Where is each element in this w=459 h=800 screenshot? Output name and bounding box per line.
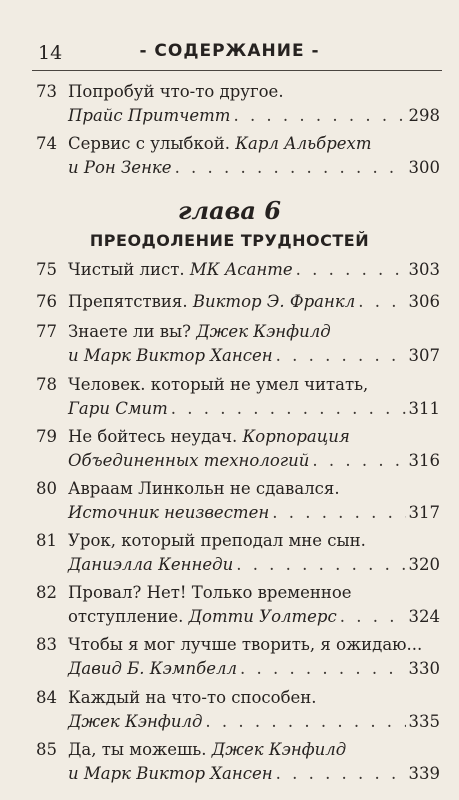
entry-author: Даниэлла Кеннеди bbox=[68, 555, 234, 574]
entry-title: Знаете ли вы? bbox=[68, 322, 192, 341]
dot-leader bbox=[276, 344, 406, 368]
entry-title: Авраам Линкольн не сдавался. bbox=[68, 479, 340, 498]
entry-title-line bbox=[68, 529, 440, 553]
entry-number: 74 bbox=[36, 134, 57, 153]
entry-page: 306 bbox=[408, 292, 440, 311]
entry-number: 82 bbox=[36, 583, 57, 602]
entry-title-line bbox=[68, 132, 440, 156]
entry-author-line bbox=[68, 344, 440, 368]
entry-author-line bbox=[68, 553, 440, 577]
entry-page: 320 bbox=[408, 555, 440, 574]
dot-leader bbox=[240, 657, 406, 681]
dot-leader bbox=[296, 258, 406, 282]
entry-author: Прайс Притчетт bbox=[68, 106, 231, 125]
entry-number: 84 bbox=[36, 688, 57, 707]
entry-author: Виктор Э. Франкл bbox=[192, 292, 356, 311]
entry-title: Не бойтесь неудач. bbox=[68, 427, 238, 446]
entry-title: Каждый на что-то способен. bbox=[68, 688, 317, 707]
entry-author-line bbox=[68, 605, 440, 629]
entry-title: Попробуй что-то другое. bbox=[68, 82, 284, 101]
entry-title-line bbox=[68, 686, 440, 710]
entry-number: 78 bbox=[36, 375, 57, 394]
entry-title: Урок, который преподал мне сын. bbox=[68, 531, 366, 550]
entry-title: Провал? Нет! Только временное bbox=[68, 583, 352, 602]
entry-author: МК Асанте bbox=[189, 260, 293, 279]
entry-page: 330 bbox=[408, 659, 440, 678]
entry-title-line bbox=[68, 477, 440, 501]
entry-author-line bbox=[68, 397, 440, 421]
entry-author-line bbox=[68, 762, 440, 786]
dot-leader bbox=[233, 104, 405, 128]
dot-leader bbox=[272, 501, 405, 525]
entry-title-line bbox=[68, 373, 440, 397]
dot-leader bbox=[340, 605, 406, 629]
entry-author-line bbox=[68, 657, 440, 681]
entry-author: и Рон Зенке bbox=[68, 158, 172, 177]
dot-leader bbox=[205, 710, 405, 734]
entry-page: 307 bbox=[408, 346, 440, 365]
entry-author: Источник неизвестен bbox=[68, 503, 270, 522]
dot-leader bbox=[312, 449, 405, 473]
entry-number: 80 bbox=[36, 479, 57, 498]
entry-page: 303 bbox=[408, 260, 440, 279]
entry-title: Чтобы я мог лучше творить, я ожидаю... bbox=[68, 635, 423, 654]
entry-number: 79 bbox=[36, 427, 57, 446]
entry-page: 324 bbox=[408, 607, 440, 626]
entry-author: Объединенных технологий bbox=[68, 451, 310, 470]
entry-author: и Марк Виктор Хансен bbox=[68, 764, 273, 783]
dot-leader bbox=[236, 553, 405, 577]
dot-leader bbox=[171, 397, 406, 421]
entry-author-line bbox=[68, 449, 440, 473]
entry-author: Джек Кэнфилд bbox=[68, 712, 203, 731]
entry-title-line bbox=[68, 581, 440, 605]
entry-author-line bbox=[68, 710, 440, 734]
entry-title-continued: отступление. bbox=[68, 607, 184, 626]
dot-leader bbox=[175, 156, 406, 180]
entry-title-line bbox=[68, 258, 440, 282]
entry-page: 300 bbox=[408, 158, 440, 177]
entry-number: 73 bbox=[36, 82, 57, 101]
entry-author: Гари Смит bbox=[68, 399, 168, 418]
page-header bbox=[0, 38, 459, 68]
entry-page: 316 bbox=[408, 451, 440, 470]
dot-leader bbox=[358, 290, 405, 314]
entry-number: 81 bbox=[36, 531, 57, 550]
entry-author: Джек Кэнфилд bbox=[211, 740, 347, 759]
entry-title: Препятствия. bbox=[68, 292, 188, 311]
entry-author-line bbox=[68, 501, 440, 525]
entry-title-line bbox=[68, 425, 440, 449]
entry-page: 339 bbox=[408, 764, 440, 783]
entry-number: 85 bbox=[36, 740, 57, 759]
entry-number: 77 bbox=[36, 322, 57, 341]
entry-author-line bbox=[68, 156, 440, 180]
entry-page: 298 bbox=[408, 106, 440, 125]
entry-author: Дотти Уолтерс bbox=[188, 607, 337, 626]
entry-author: и Марк Виктор Хансен bbox=[68, 346, 273, 365]
chapter-label: глава 6 bbox=[178, 196, 281, 225]
entry-page: 317 bbox=[408, 503, 440, 522]
entry-title: Человек. который не умел читать, bbox=[68, 375, 369, 394]
entry-number: 75 bbox=[36, 260, 57, 279]
entry-title-line bbox=[68, 80, 440, 104]
entry-title-line bbox=[68, 633, 440, 657]
entry-number: 76 bbox=[36, 292, 57, 311]
entry-title-line bbox=[68, 290, 440, 314]
chapter-title: ПРЕОДОЛЕНИЕ ТРУДНОСТЕЙ bbox=[89, 231, 370, 250]
entry-page: 335 bbox=[408, 712, 440, 731]
entry-author-line bbox=[68, 104, 440, 128]
entry-title: Сервис с улыбкой. bbox=[68, 134, 230, 153]
entry-author: Давид Б. Кэмпбелл bbox=[68, 659, 237, 678]
entry-author: Корпорация bbox=[242, 427, 350, 446]
entry-title: Да, ты можешь. bbox=[68, 740, 207, 759]
entry-title: Чистый лист. bbox=[68, 260, 185, 279]
page-number: 14 bbox=[38, 42, 63, 64]
running-title: - СОДЕРЖАНИЕ - bbox=[139, 41, 320, 61]
dot-leader bbox=[276, 762, 406, 786]
entry-title-line bbox=[68, 320, 440, 344]
entry-author: Джек Кэнфилд bbox=[196, 322, 331, 341]
entry-title-line bbox=[68, 738, 440, 762]
entry-page: 311 bbox=[408, 399, 440, 418]
entry-number: 83 bbox=[36, 635, 57, 654]
entry-author: Карл Альбрехт bbox=[235, 134, 372, 153]
header-divider bbox=[32, 70, 442, 71]
